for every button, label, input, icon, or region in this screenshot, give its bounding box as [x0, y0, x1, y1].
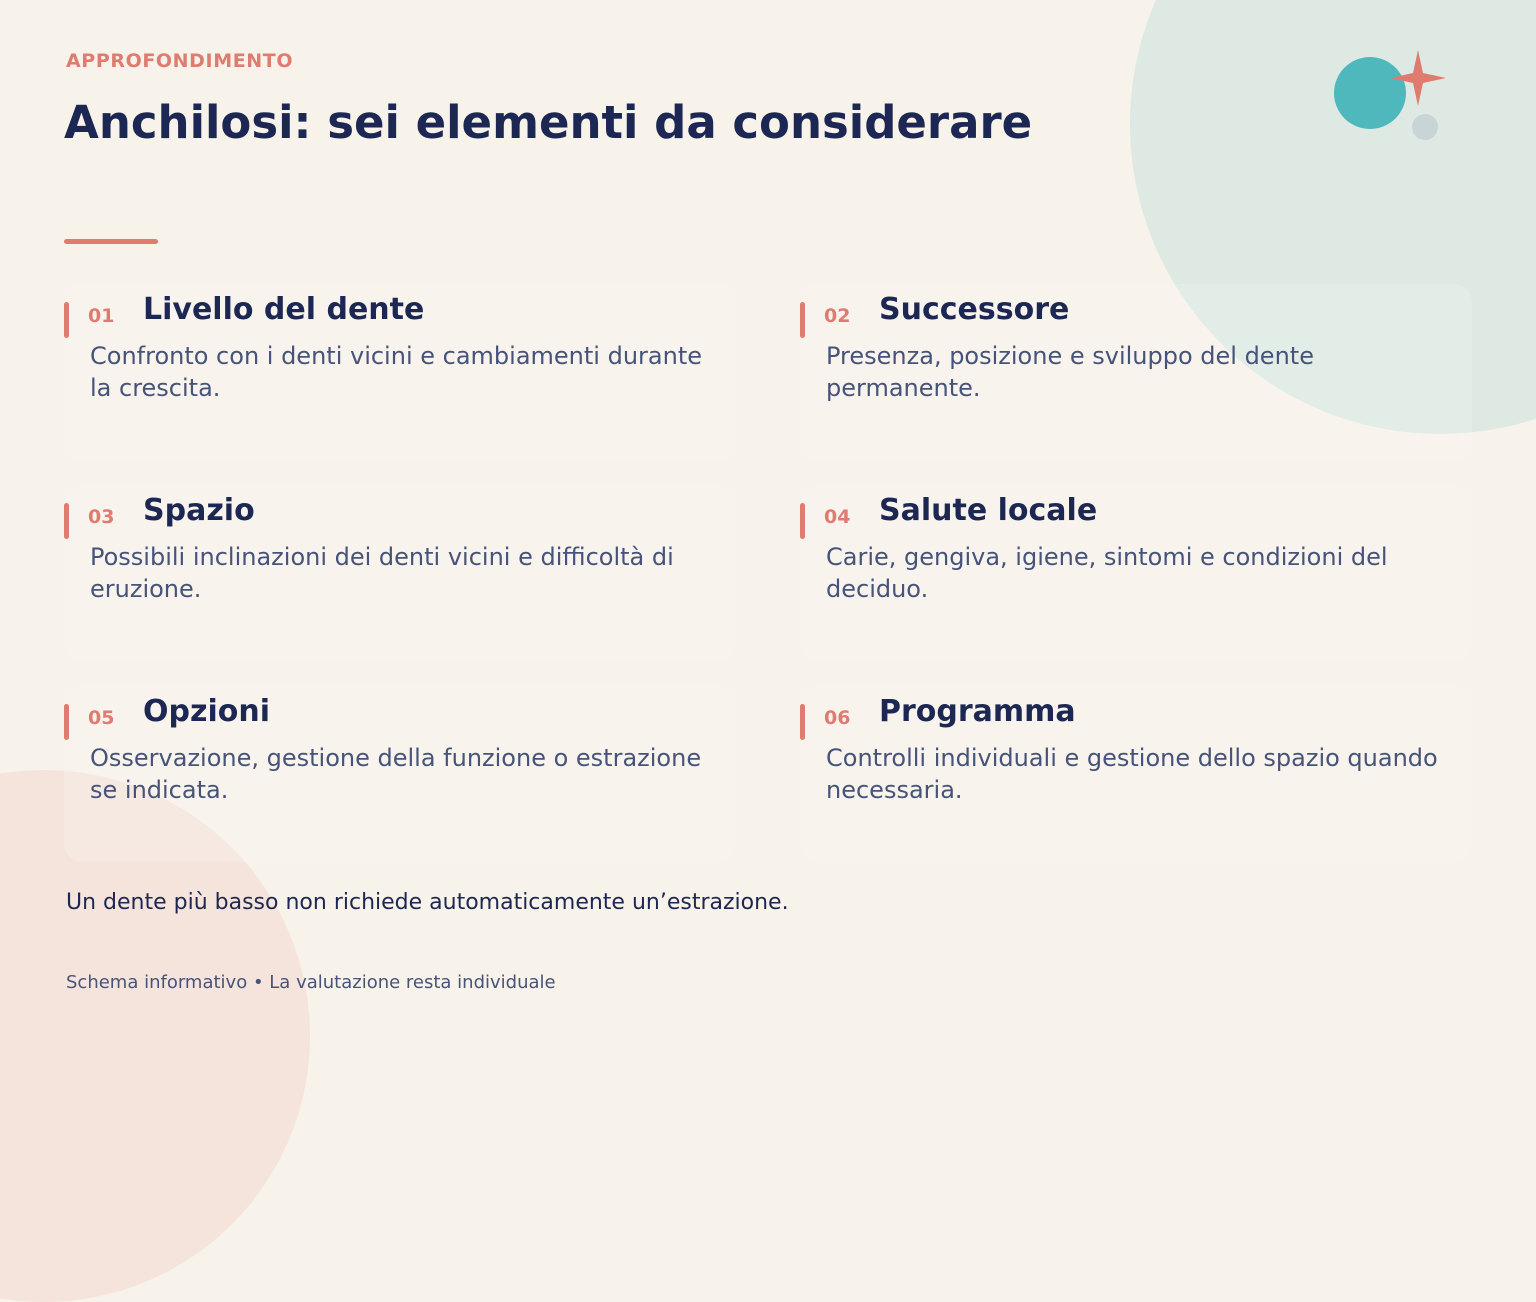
accent-divider: [64, 239, 158, 244]
info-card-successor: [800, 284, 1472, 460]
card-number: 04: [824, 506, 851, 528]
grey-dot-icon: [1412, 114, 1438, 140]
card-accent-bar: [64, 704, 69, 740]
footer-caption: Schema informativo • La valutazione resta individuale: [66, 972, 556, 993]
info-card-local-health: [800, 485, 1472, 661]
card-accent-bar: [800, 704, 805, 740]
card-number: 03: [88, 506, 115, 528]
card-accent-bar: [64, 503, 69, 539]
info-card-options: [64, 686, 736, 862]
sparkle-star-icon: [1388, 48, 1448, 108]
card-number: 02: [824, 305, 851, 327]
card-accent-bar: [64, 302, 69, 338]
card-accent-bar: [800, 503, 805, 539]
page-title: Anchilosi: sei elementi da considerare: [64, 96, 1033, 149]
card-title: Programma: [879, 694, 1076, 729]
card-title: Successore: [879, 292, 1070, 327]
card-accent-bar: [800, 302, 805, 338]
card-description: Carie, gengiva, igiene, sintomi e condizioni del deciduo.: [826, 543, 1388, 603]
card-description: Controlli individuali e gestione dello spazio quando necessaria.: [826, 744, 1438, 804]
card-number: 05: [88, 707, 115, 729]
info-card-level: [64, 284, 736, 460]
eyebrow-label: APPROFONDIMENTO: [66, 50, 294, 72]
info-card-schedule: [800, 686, 1472, 862]
card-number: 06: [824, 707, 851, 729]
card-title: Livello del dente: [143, 292, 425, 327]
card-title: Spazio: [143, 493, 255, 528]
card-number: 01: [88, 305, 115, 327]
card-description: Possibili inclinazioni dei denti vicini e difficoltà di eruzione.: [90, 543, 674, 603]
card-description: Presenza, posizione e sviluppo del dente permanente.: [826, 342, 1314, 402]
card-description: Osservazione, gestione della funzione o estrazione se indicata.: [90, 744, 702, 804]
key-note: Un dente più basso non richiede automaticamente un’estrazione.: [66, 890, 789, 915]
info-card-space: [64, 485, 736, 661]
card-title: Opzioni: [143, 694, 270, 729]
card-description: Confronto con i denti vicini e cambiamenti durante la crescita.: [90, 342, 702, 402]
card-title: Salute locale: [879, 493, 1098, 528]
